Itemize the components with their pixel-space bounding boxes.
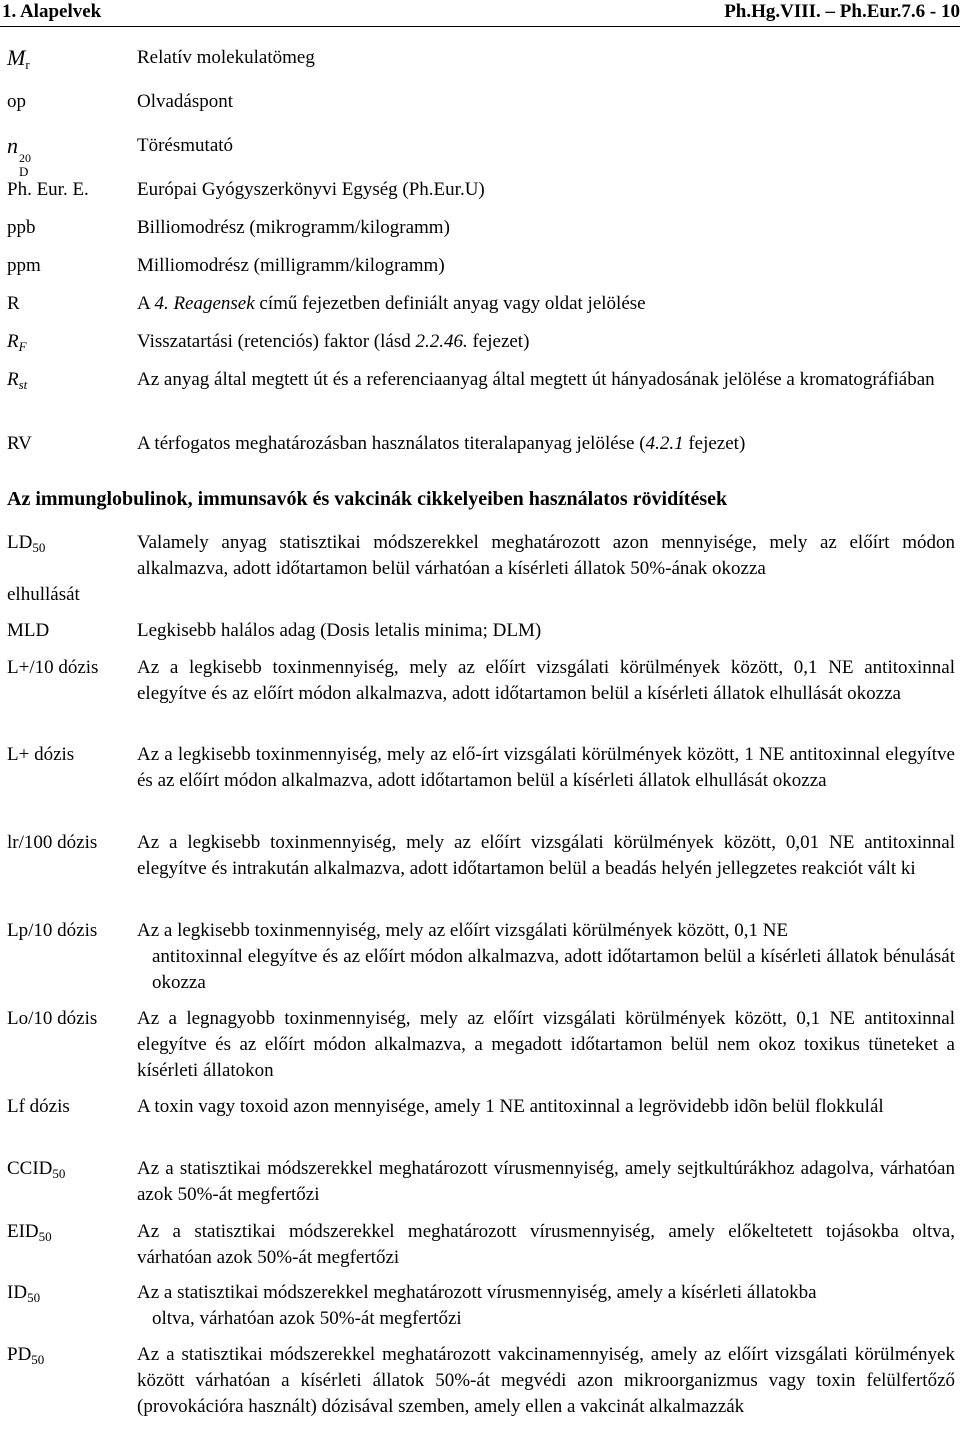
term: $R_{st}$ <box>7 369 28 392</box>
term: ppb <box>7 217 36 238</box>
definition: Az a legkisebb toxinmennyiség, mely az elő-írt vizsgálati körülmények között, 1 NE antitoxinnal elegyítve és az előírt módon alkalmazva, adott időtartamon belül a kísérleti állatok elhullását okozza <box>137 744 955 791</box>
definition: Valamely anyag statisztikai módszerekkel meghatározott azon mennyisége, mely az előírt módon alkalmazva, adott időtartamon belül várhatóan a kísérleti állatok 50%-ának okozza <box>137 532 955 579</box>
chapter-label: 1. Alapelvek <box>2 1 102 22</box>
term: L+ dózis <box>7 744 75 765</box>
page-header <box>0 0 960 27</box>
term: $CCID_{50}$ <box>7 1158 66 1181</box>
term: Lf dózis <box>7 1096 70 1117</box>
term: $R_F$ <box>7 331 27 354</box>
section-title: Az immunglobulinok, immunsavók és vakcinák cikkelyeiben használatos rövidítések <box>7 488 728 510</box>
definition: A toxin vagy toxoid azon mennyisége, amely 1 NE antitoxinnal a legrövidebb idõn belül flokkulál <box>137 1096 884 1117</box>
definition: Európai Gyógyszerkönyvi Egység (Ph.Eur.U) <box>137 179 485 200</box>
term: Mr <box>7 45 30 72</box>
definition: Olvadáspont <box>137 91 234 112</box>
definition: A 4. Reagensek című fejezetben definiált anyag vagy oldat jelölése <box>137 293 646 314</box>
term: R <box>7 293 20 314</box>
term: L+/10 dózis <box>7 657 99 678</box>
definition: Az a legkisebb toxinmennyiség, mely az előírt vizsgálati körülmények között, 0,1 NE antitoxinnal elegyítve és az előírt módon alkalmazva, adott időtartamon belül a kísérleti állatok elhullását okozza <box>137 657 955 704</box>
definition: Az a statisztikai módszerekkel meghatározott vírusmennyiség, amely sejtkultúrákhoz adagolva, várhatóan azok 50%-át megfertőzi <box>137 1158 955 1205</box>
term: Ph. Eur. E. <box>7 179 89 200</box>
term: $EID_{50}$ <box>7 1221 52 1244</box>
term: lr/100 dózis <box>7 832 98 853</box>
definition: Milliomodrész (milligramm/kilogramm) <box>137 255 445 276</box>
term: Lo/10 dózis <box>7 1008 98 1029</box>
definition: Az anyag által megtett út és a referenciaanyag által megtett út hányadosának jelölése a kromatográfiában <box>137 369 935 390</box>
term: Lp/10 dózis <box>7 920 98 941</box>
definition: Az a legkisebb toxinmennyiség, mely az előírt vizsgálati körülmények között, 0,1 NE antitoxinnal elegyítve és az előírt módon alkalmazva, adott időtartamon belül a kísérleti állatok bénulását okozza <box>137 920 955 993</box>
term: ppm <box>7 255 41 276</box>
term: MLD <box>7 620 50 641</box>
definition: Legkisebb halálos adag (Dosis letalis minima; DLM) <box>137 620 542 641</box>
definition: Törésmutató <box>137 135 234 156</box>
term: $ID_{50}$ <box>7 1282 41 1305</box>
term: $PD_{50}$ <box>7 1344 45 1367</box>
definition: Relatív molekulatömeg <box>137 47 315 68</box>
definition: Visszatartási (retenciós) faktor (lásd 2.2.46. fejezet) <box>137 331 530 352</box>
definition: Az a statisztikai módszerekkel meghatározott vakcinamennyiség, amely az előírt vizsgálati körülmények között várhatóan a kísérleti állatok 50%-át megvédi azon mikroorganizmus vagy toxin felülfertőző (provokációra használt) dózisával szemben, amely ellen a vakcinát alkalmazzák <box>137 1344 955 1417</box>
definition: Billiomodrész (mikrogramm/kilogramm) <box>137 217 450 238</box>
pharmacopoeia-ref: Ph.Hg.VIII. – Ph.Eur.7.6 - 10 <box>724 1 960 22</box>
definition: Az a legnagyobb toxinmennyiség, mely az előírt vizsgálati körülmények között, 0,1 NE antitoxinnal elegyítve és az előírt módon alkalmazva, a megadott időtartamon belül nem okoz toxikus tüneteket a kísérleti állatokon <box>137 1008 955 1081</box>
term: $LD_{50}$ <box>7 532 46 555</box>
definition: Az a statisztikai módszerekkel meghatározott vírusmennyiség, amely a kísérleti állatokba oltva, várhatóan azok 50%-át megfertőzi <box>137 1282 817 1329</box>
definition: Az a statisztikai módszerekkel meghatározott vírusmennyiség, amely előkeltetett tojásokba oltva, várhatóan azok 50%-át megfertőzi <box>137 1221 955 1268</box>
definition: Az a legkisebb toxinmennyiség, mely az előírt vizsgálati körülmények között, 0,01 NE antitoxinnal elegyítve és intrakután alkalmazva, adott időtartamon belül a beadás helyén jellegzetes reakciót vált ki <box>137 832 955 879</box>
term: op <box>7 91 26 112</box>
term: RV <box>7 433 32 454</box>
term: n 20 D <box>7 133 31 179</box>
definition: A térfogatos meghatározásban használatos titeralapanyag jelölése (4.2.1 fejezet) <box>137 433 746 454</box>
term-continuation: elhullását <box>7 584 80 605</box>
